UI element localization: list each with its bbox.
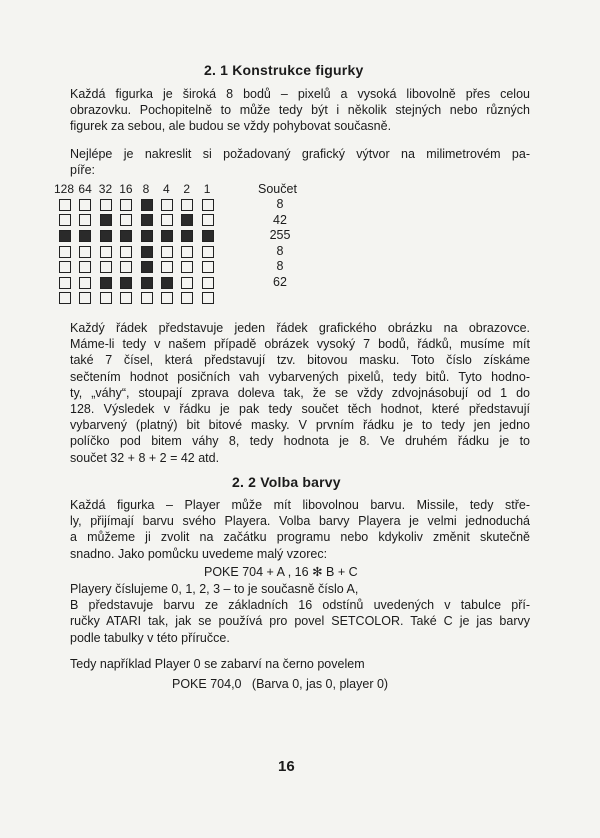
pixel-cell-empty [59, 199, 71, 211]
row-sum-value: 8 [276, 197, 284, 211]
text-line: Máme-li tedy v našem případě obrázek vysoký 7 bodů, řádků, musíme mít [70, 337, 530, 352]
pixel-cell-empty [161, 261, 173, 273]
pixel-cell-empty [181, 246, 193, 258]
pixel-cell-empty [120, 292, 132, 304]
bit-weight-label: 8 [142, 182, 150, 196]
pixel-cell-empty [100, 199, 112, 211]
row-sum-value: 255 [269, 228, 291, 243]
pixel-cell-empty [161, 292, 173, 304]
paragraph-drawing-hint [70, 146, 530, 178]
text-line: ty, „váhy“, stoupají zprava doleva tak, že se vždy zdvojnásobují od 1 do [70, 385, 530, 400]
pixel-cell-filled [161, 277, 173, 289]
pixel-cell-empty [59, 277, 71, 289]
bit-weight-label: 16 [119, 182, 133, 196]
pixel-cell-filled [100, 214, 112, 226]
pixel-cell-empty [100, 292, 112, 304]
bit-weight-label: 1 [203, 182, 211, 196]
pixel-cell-empty [202, 199, 214, 211]
pixel-cell-empty [79, 246, 91, 258]
text-line: podle tabulky v této příručce. [70, 630, 230, 645]
pixel-cell-filled [141, 230, 153, 242]
paragraph-intro [70, 86, 530, 135]
text-line: ly, přijímají barvu svého Playera. Volba barvy Playera je velmi jednoduchá [70, 514, 530, 529]
pixel-cell-filled [202, 230, 214, 242]
bit-weight-label: 32 [98, 182, 113, 196]
pixel-cell-empty [202, 261, 214, 273]
pixel-cell-empty [120, 199, 132, 211]
pixel-row [59, 259, 222, 275]
pixel-cell-filled [100, 230, 112, 242]
pixel-cell-empty [79, 214, 91, 226]
pixel-cell-empty [120, 214, 132, 226]
pixel-cell-empty [59, 292, 71, 304]
pixel-cell-empty [79, 292, 91, 304]
pixel-grid [59, 197, 222, 306]
pixel-cell-filled [141, 199, 153, 211]
row-sum-value: 42 [273, 212, 287, 227]
pixel-cell-filled [141, 261, 153, 273]
formula: POKE 704 + A , 16 ✻ B + C [204, 565, 358, 579]
pixel-cell-filled [120, 230, 132, 242]
pixel-cell-filled [161, 230, 173, 242]
pixel-row [59, 213, 222, 229]
pixel-row [59, 244, 222, 260]
pixel-row [59, 291, 222, 307]
text-line: 128. Výsledek v řádku je pak tedy součet těch hodnot, které představují [70, 402, 530, 417]
pixel-cell-empty [181, 292, 193, 304]
pixel-cell-empty [120, 246, 132, 258]
pixel-cell-filled [141, 246, 153, 258]
section-heading-construction: 2. 1 Konstrukce figurky [204, 62, 364, 78]
pixel-cell-empty [202, 214, 214, 226]
text-line: snadno. Jako pomůcku uvedeme malý vzorec: [70, 546, 328, 561]
page-number: 16 [278, 758, 295, 775]
pixel-cell-empty [79, 261, 91, 273]
paragraph-color-intro [70, 497, 530, 562]
pixel-cell-empty [59, 246, 71, 258]
pixel-cell-filled [181, 230, 193, 242]
row-sum-value: 8 [276, 243, 284, 258]
text-line: a můžeme ji zvolit na začátku programu nebo kdykoliv změnit skutečně [70, 530, 530, 545]
bit-weight-label: 64 [78, 182, 92, 196]
pixel-cell-empty [100, 246, 112, 258]
text-line: obrazovku. Pochopitelně to může tedy být i několik stejných nebo různých [70, 103, 530, 118]
section-heading-color: 2. 2 Volba barvy [232, 474, 341, 490]
row-sums [250, 197, 310, 306]
pixel-cell-empty [141, 292, 153, 304]
paragraph-explanation [70, 320, 530, 466]
pixel-row [59, 275, 222, 291]
row-sum-value: 8 [276, 259, 284, 274]
pixel-cell-filled [120, 277, 132, 289]
pixel-cell-empty [79, 277, 91, 289]
pixel-cell-empty [161, 199, 173, 211]
paragraph-color-params [70, 581, 530, 646]
pixel-row [59, 228, 222, 244]
text-line: Každý řádek představuje jeden řádek grafického obrázku na obrazovce. [70, 321, 530, 335]
text-line: ručky ATARI tak, jak se používá pro povel SETCOLOR. Také C je jas barvy [70, 614, 530, 629]
pixel-cell-empty [161, 214, 173, 226]
bit-weight-label: 2 [183, 182, 191, 196]
pixel-cell-empty [202, 277, 214, 289]
pixel-cell-filled [79, 230, 91, 242]
pixel-cell-empty [202, 292, 214, 304]
text-line: Playery číslujeme 0, 1, 2, 3 – to je současně číslo A, [70, 582, 359, 596]
pixel-cell-filled [141, 214, 153, 226]
sum-column-title: Součet [258, 182, 297, 196]
text-line: figurek za sebou, ale budou se vždy pohybovat současně. [70, 119, 392, 134]
example-intro: Tedy například Player 0 se zabarví na černo povelem [70, 657, 365, 671]
text-line: Každá figurka je široká 8 bodů – pixelů a vysoká libovolně přes celou [70, 87, 530, 101]
pixel-cell-filled [181, 214, 193, 226]
pixel-cell-empty [181, 261, 193, 273]
pixel-cell-empty [202, 246, 214, 258]
pixel-cell-filled [100, 277, 112, 289]
pixel-cell-filled [141, 277, 153, 289]
bit-weight-label: 128 [54, 182, 75, 196]
pixel-cell-empty [181, 277, 193, 289]
text-line: B představuje barvu ze základních 16 odstínů uvedených v tabulce pří- [70, 598, 530, 613]
text-line: součet 32 + 8 + 2 = 42 atd. [70, 450, 220, 465]
text-line: píře: [70, 163, 96, 178]
pixel-cell-empty [181, 199, 193, 211]
row-sum-value [250, 291, 310, 307]
text-line: políčko pod bitem váhy 8, tedy hodnota je 8. Ve druhém řádku je to [70, 434, 530, 449]
pixel-cell-empty [120, 261, 132, 273]
pixel-cell-empty [100, 261, 112, 273]
pixel-cell-empty [59, 214, 71, 226]
text-line: Nejlépe je nakreslit si požadovaný grafický výtvor na milimetrovém pa- [70, 147, 530, 161]
text-line: také 7 čísel, která představují tzv. bitovou masku. Toto číslo získáme [70, 353, 530, 368]
pixel-cell-filled [59, 230, 71, 242]
pixel-cell-empty [79, 199, 91, 211]
pixel-cell-empty [161, 246, 173, 258]
pixel-row [59, 197, 222, 213]
bit-weight-label: 4 [163, 182, 170, 196]
text-line: Každá figurka – Player může mít libovolnou barvu. Missile, tedy stře- [70, 498, 530, 512]
row-sum-value: 62 [273, 274, 287, 289]
text-line: sečtením hodnot posičních vah vybarvených pixelů, tedy bitů. Tyto hodno- [70, 369, 530, 384]
text-line: vybarvený (platný) bit bitové masky. V prvním řádku je to tedy jen jedno [70, 418, 530, 433]
pixel-cell-empty [59, 261, 71, 273]
example-command: POKE 704,0 (Barva 0, jas 0, player 0) [172, 677, 389, 691]
